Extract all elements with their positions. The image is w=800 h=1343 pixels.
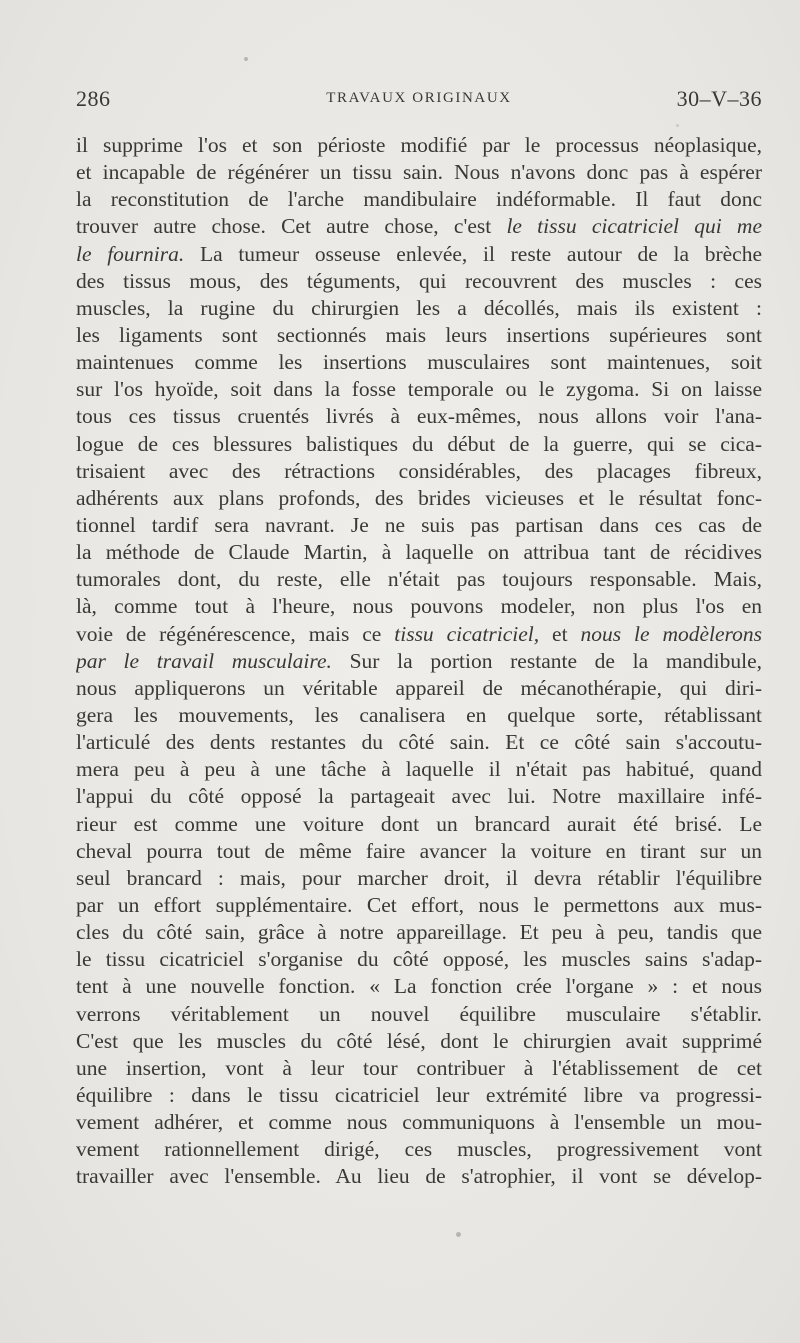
text-segment: tous ces tissus cruentés livrés à eux-mêmes, nous allons voir l'ana- <box>76 404 762 429</box>
text-line <box>76 783 762 810</box>
text-line <box>76 675 762 702</box>
text-line <box>76 186 762 213</box>
italic-text: le fournira. <box>76 241 185 266</box>
text-segment: muscles, la rugine du chirurgien les a décollés, mais ils existent : <box>76 295 762 320</box>
text-line <box>76 1109 762 1136</box>
text-line <box>76 1001 762 1028</box>
text-segment: cles du côté sain, grâce à notre appareillage. Et peu à peu, tandis que <box>76 920 762 945</box>
text-line <box>76 485 762 512</box>
text-line <box>76 349 762 376</box>
text-segment: et <box>539 621 581 646</box>
text-segment: seul brancard : mais, pour marcher droit, il devra rétablir l'équilibre <box>76 865 762 890</box>
text-segment: gera les mouvements, les canalisera en quelque sorte, rétablissant <box>76 702 762 727</box>
text-segment: une insertion, vont à leur tour contribuer à l'établissement de cet <box>76 1055 762 1080</box>
text-line <box>76 919 762 946</box>
text-line <box>76 1136 762 1163</box>
italic-text: nous le modèlerons <box>580 621 762 646</box>
paper-speck <box>676 124 679 127</box>
text-line <box>76 811 762 838</box>
paper-speck <box>456 1232 461 1237</box>
text-segment: le tissu cicatriciel s'organise du côté opposé, les muscles sains s'adap- <box>76 947 762 972</box>
text-segment: trisaient avec des rétractions considérables, des placages fibreux, <box>76 458 762 483</box>
text-segment: adhérents aux plans profonds, des brides vicieuses et le résultat fonc- <box>76 485 762 510</box>
text-segment: par un effort supplémentaire. Cet effort, nous le permettons aux mus- <box>76 892 762 917</box>
text-segment: vement adhérer, et comme nous communiquons à l'ensemble un mou- <box>76 1110 762 1135</box>
text-segment: l'appui du côté opposé la partageait avec lui. Notre maxillaire infé- <box>76 784 762 809</box>
text-segment: sur l'os hyoïde, soit dans la fosse temporale ou le zygoma. Si on laisse <box>76 377 762 402</box>
page-number: 286 <box>76 86 111 111</box>
italic-text: tissu cicatriciel, <box>394 621 540 646</box>
text-segment: nous appliquerons un véritable appareil de mécanothérapie, qui diri- <box>76 675 762 700</box>
text-segment: il supprime l'os et son périoste modifié par le processus néoplasique, <box>76 133 762 157</box>
issue-date: 30–V–36 <box>676 86 762 111</box>
text-segment: tent à une nouvelle fonction. « La fonction crée l'organe » : et nous <box>76 974 762 999</box>
text-line <box>76 403 762 430</box>
text-segment: logue de ces blessures balistiques du début de la guerre, qui se cica- <box>76 431 762 456</box>
text-line <box>76 1163 762 1190</box>
text-segment: La tumeur osseuse enlevée, il reste autour de la brèche <box>184 241 762 266</box>
body-text <box>76 132 762 1190</box>
text-line <box>76 566 762 593</box>
text-segment: verrons véritablement un nouvel équilibre musculaire s'établir. <box>76 1001 762 1026</box>
text-segment: cheval pourra tout de même faire avancer la voiture en tirant sur un <box>76 838 762 863</box>
text-line <box>76 241 762 268</box>
text-segment: trouver autre chose. Cet autre chose, c'est <box>76 214 507 239</box>
text-line <box>76 973 762 1000</box>
text-line <box>76 593 762 620</box>
running-header <box>76 86 762 116</box>
text-line <box>76 268 762 295</box>
italic-text: par le travail musculaire. <box>76 648 332 673</box>
text-segment: la méthode de Claude Martin, à laquelle on attribua tant de récidives <box>76 540 762 565</box>
text-segment: tumorales dont, du reste, elle n'était pas toujours responsable. Mais, <box>76 567 762 592</box>
text-line <box>76 1028 762 1055</box>
text-line <box>76 892 762 919</box>
running-title: TRAVAUX ORIGINAUX <box>326 90 512 106</box>
text-line <box>76 132 762 159</box>
text-line <box>76 1082 762 1109</box>
text-line <box>76 621 762 648</box>
text-line <box>76 295 762 322</box>
paper-speck <box>244 57 248 61</box>
text-segment: la reconstitution de l'arche mandibulaire indéformable. Il faut donc <box>76 187 762 212</box>
text-line <box>76 946 762 973</box>
text-segment: voie de régénérescence, mais ce <box>76 621 395 646</box>
text-line <box>76 431 762 458</box>
text-line <box>76 322 762 349</box>
text-line <box>76 838 762 865</box>
text-segment: C'est que les muscles du côté lésé, dont le chirurgien avait supprimé <box>76 1028 762 1053</box>
text-line <box>76 539 762 566</box>
text-segment: tionnel tardif sera navrant. Je ne suis pas partisan dans ces cas de <box>76 512 762 537</box>
text-segment: et incapable de régénérer un tissu sain. Nous n'avons donc pas à espérer <box>76 160 762 185</box>
text-segment: équilibre : dans le tissu cicatriciel leur extrémité libre va progressi- <box>76 1082 762 1107</box>
text-line <box>76 213 762 240</box>
text-line <box>76 702 762 729</box>
text-segment: travailler avec l'ensemble. Au lieu de s'atrophier, il vont se dévelop- <box>76 1164 762 1189</box>
text-segment: rieur est comme une voiture dont un brancard aurait été brisé. Le <box>76 811 762 836</box>
text-segment: les ligaments sont sectionnés mais leurs insertions supérieures sont <box>76 322 762 347</box>
text-line <box>76 159 762 186</box>
text-line <box>76 512 762 539</box>
text-segment: des tissus mous, des téguments, qui recouvrent des muscles : ces <box>76 268 762 293</box>
text-line <box>76 648 762 675</box>
italic-text: le tissu cicatriciel qui me <box>506 214 762 239</box>
text-segment: l'articulé des dents restantes du côté sain. Et ce côté sain s'accoutu- <box>76 730 762 755</box>
text-line <box>76 458 762 485</box>
text-line <box>76 376 762 403</box>
text-segment: là, comme tout à l'heure, nous pouvons modeler, non plus l'os en <box>76 594 762 619</box>
text-line <box>76 1055 762 1082</box>
text-line <box>76 756 762 783</box>
text-line <box>76 729 762 756</box>
text-line <box>76 865 762 892</box>
text-segment: maintenues comme les insertions musculaires sont maintenues, soit <box>76 350 762 375</box>
text-segment: vement rationnellement dirigé, ces muscles, progressivement vont <box>76 1137 762 1162</box>
text-segment: Sur la portion restante de la mandibule, <box>331 648 762 673</box>
text-segment: mera peu à peu à une tâche à laquelle il n'était pas habitué, quand <box>76 757 762 782</box>
